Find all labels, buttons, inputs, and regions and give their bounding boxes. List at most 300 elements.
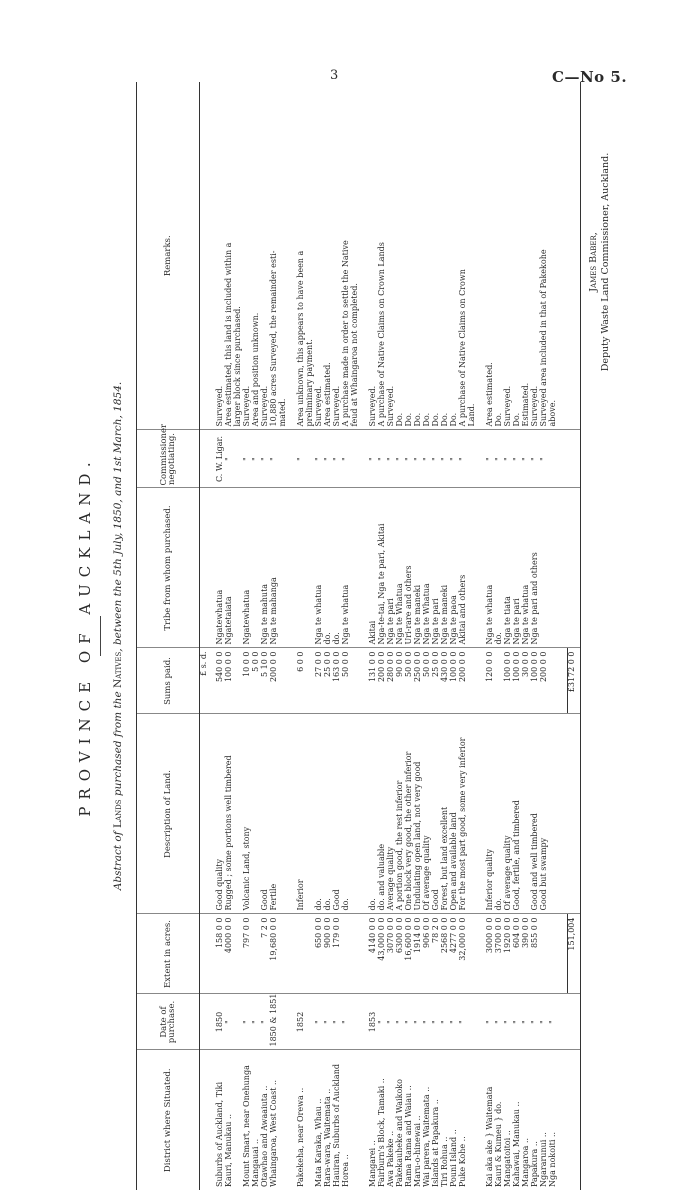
cell-extent: 797 0 0 (243, 914, 252, 994)
cell-sums: 50 0 0 (405, 648, 414, 714)
cell-extent (549, 914, 558, 994)
cell-commissioner (351, 430, 360, 488)
cell-extent: 1914 0 0 (414, 914, 423, 994)
col-header-extent: Extent in acres. (137, 914, 200, 994)
cell-description: Good (432, 714, 441, 914)
table-row (468, 82, 477, 1190)
cell-date: " (540, 994, 549, 1050)
cell-tribe (279, 488, 288, 648)
cell-district: Kauri & Kumeu } do. (494, 1101, 503, 1187)
cell-tribe: do. (495, 488, 504, 648)
cell-description (279, 714, 288, 914)
cell-commissioner: " (432, 430, 441, 488)
cell-remarks: Do. (414, 82, 423, 430)
cell-remarks: preliminary payment. (306, 82, 315, 430)
cell-date: " (396, 994, 405, 1050)
cell-tribe: Nga te whatua (342, 488, 351, 648)
cell-extent (279, 914, 288, 994)
cell-remarks: Do. (513, 82, 522, 430)
cell-date: " (513, 994, 522, 1050)
cell-sums: 6 0 0 (297, 648, 306, 714)
cell-tribe: Ngatewhatua (216, 488, 225, 648)
cell-district: Tiri Rohua .. (440, 1136, 449, 1187)
cell-district: Pakekeha, near Orewa .. (296, 1087, 305, 1187)
signature-title: Deputy Waste Land Commissioner, Auckland. (599, 152, 611, 372)
cell-tribe: Nga te pari (387, 488, 396, 648)
cell-sums: 540 0 0 (216, 648, 225, 714)
cell-description: Average quality (387, 714, 396, 914)
cell-tribe: Nga te tiata (504, 488, 513, 648)
total-empty-cell (568, 1050, 581, 1190)
cell-sums: 50 0 0 (423, 648, 432, 714)
cell-district: Papakura .. (530, 1141, 539, 1187)
total-empty-cell (568, 82, 581, 430)
cell-remarks: Surveyed. (531, 82, 540, 430)
cell-remarks: A purchase of Native Claims on Crown (459, 82, 468, 430)
currency-row (200, 82, 217, 1190)
table-row (270, 82, 279, 1190)
cell-description: One block very good, the other inferior (405, 714, 414, 914)
cell-tribe: do. (324, 488, 333, 648)
cell-district: Kahawai, Manukau .. (512, 1101, 521, 1187)
cell-description: Inferior quality (486, 714, 495, 914)
cell-remarks: Surveyed. (243, 82, 252, 430)
cell-commissioner: " (405, 430, 414, 488)
rotated-table-page (70, 82, 680, 1190)
cell-tribe: Akitai (369, 488, 378, 648)
page-number: 3 (330, 68, 339, 83)
cell-date: " (531, 994, 540, 1050)
cell-extent (297, 914, 306, 994)
cell-description: Rugged ; some portions well timbered (225, 714, 234, 914)
subtitle-natives: Natives (112, 651, 124, 688)
cell-tribe: Nga te paoa (450, 488, 459, 648)
cell-date: " (450, 994, 459, 1050)
subtitle-suffix: , between the 5th July, 1850, and 1st March, 1854. (112, 381, 124, 652)
cell-description (306, 714, 315, 914)
cell-date: " (495, 994, 504, 1050)
cell-extent: 650 0 0 (315, 914, 324, 994)
cell-commissioner (279, 430, 288, 488)
cell-extent (342, 914, 351, 994)
cell-remarks: Surveyed. (315, 82, 324, 430)
cell-description: Good (261, 714, 270, 914)
cell-remarks: Do. (441, 82, 450, 430)
cell-description (468, 714, 477, 914)
cell-description: Inferior (297, 714, 306, 914)
cell-description: Good (333, 714, 342, 914)
cell-remarks: Area estimated, this land is included within a (225, 82, 234, 430)
cell-date (468, 994, 477, 1050)
cell-remarks: A purchase made in order to settle the Native (342, 82, 351, 430)
cell-extent: 32,000 0 0 (459, 914, 468, 994)
cell-date: " (414, 994, 423, 1050)
cell-tribe: Nga te whatua (486, 488, 495, 648)
cell-remarks: feud at Whaingaroa not completed. (351, 82, 360, 430)
cell-extent: 906 0 0 (423, 914, 432, 994)
cell-remarks: A purchase of Native Claims on Crown Lands (378, 82, 387, 430)
cell-remarks: Surveyed. (504, 82, 513, 430)
cell-extent: 7 2 0 (261, 914, 270, 994)
cell-commissioner: " (522, 430, 531, 488)
cell-sums: 50 0 0 (342, 648, 351, 714)
page-title: PROVINCE OF AUCKLAND. (76, 455, 94, 817)
cell-tribe: do. (333, 488, 342, 648)
cell-extent: 4000 0 0 (225, 914, 234, 994)
page-subtitle (112, 82, 124, 1190)
cell-district: Mangauai .. (251, 1138, 260, 1187)
cell-sums: 200 0 0 (270, 648, 279, 714)
table-row (297, 82, 306, 1190)
cell-remarks: Surveyed. (216, 82, 225, 430)
cell-date: " (486, 994, 495, 1050)
table-body (200, 82, 581, 1190)
cell-remarks: Surveyed. (369, 82, 378, 430)
cell-commissioner: " (414, 430, 423, 488)
cell-district: Kauri, Manukau .. (224, 1113, 233, 1187)
cell-tribe (468, 488, 477, 648)
cell-extent: 4277 0 0 (450, 914, 459, 994)
cell-tribe: Ngatetaiata (225, 488, 234, 648)
cell-extent: 3070 0 0 (387, 914, 396, 994)
table-header-row (137, 82, 200, 1190)
cell-description: Of average quality (504, 714, 513, 914)
cell-commissioner: C. W. Ligar. (216, 430, 225, 488)
cell-remarks: above. (549, 82, 558, 430)
cell-description: do. and valuable (378, 714, 387, 914)
cell-description: Fertile (270, 714, 279, 914)
cell-date: " (423, 994, 432, 1050)
cell-district: Rara-wara, Waitemata .. (323, 1088, 332, 1187)
cell-extent: 43,000 0 0 (378, 914, 387, 994)
cell-commissioner: " (450, 430, 459, 488)
cell-commissioner: " (369, 430, 378, 488)
cell-commissioner: " (378, 430, 387, 488)
table-row (279, 82, 288, 1190)
cell-commissioner: " (396, 430, 405, 488)
cell-district: Puke Kohe .. (458, 1136, 467, 1187)
cell-sums: 430 0 0 (441, 648, 450, 714)
cell-description: Undulating open land, not very good (414, 714, 423, 914)
cell-tribe: Nga te mahanga (270, 488, 279, 648)
cell-extent: 4140 0 0 (369, 914, 378, 994)
signature-block (588, 82, 612, 442)
cell-district: Islands at Papakura .. (431, 1099, 440, 1187)
cell-tribe: Nga te Whatua (396, 488, 405, 648)
cell-district: Pakekauheke and Waikoko (395, 1079, 404, 1187)
cell-description: Forest, but land excellent (441, 714, 450, 914)
cell-commissioner: " (261, 430, 270, 488)
table-row (351, 82, 360, 1190)
cell-commissioner: " (459, 430, 468, 488)
cell-tribe: Nga te maneki (414, 488, 423, 648)
cell-extent (540, 914, 549, 994)
cell-date: " (549, 994, 558, 1050)
lands-table (136, 82, 581, 1190)
cell-commissioner: " (495, 430, 504, 488)
cell-sums (549, 648, 558, 714)
cell-sums: 27 0 0 (315, 648, 324, 714)
cell-commissioner: " (324, 430, 333, 488)
cell-district: Rama Rama and Waiau .. (404, 1085, 413, 1187)
cell-description (549, 714, 558, 914)
cell-description: do. (495, 714, 504, 914)
cell-tribe: Akitai and others (459, 488, 468, 648)
cell-commissioner: " (315, 430, 324, 488)
currency-units: £ s. d. (200, 648, 217, 714)
cell-description: A portion good, the rest inferior (396, 714, 405, 914)
cell-sums: 100 0 0 (531, 648, 540, 714)
cell-description: Volcanic Land, stony (243, 714, 252, 914)
cell-date: 1852 (297, 994, 306, 1050)
cell-commissioner: " (504, 430, 513, 488)
table-row (225, 82, 234, 1190)
cell-description (351, 714, 360, 914)
cell-date: 1850 & 1851 (270, 994, 279, 1050)
cell-commissioner (468, 430, 477, 488)
cell-remarks: Area unknown, this appears to have been a (297, 82, 306, 430)
cell-extent: 78 2 0 (432, 914, 441, 994)
cell-tribe: Nga te mahuta (261, 488, 270, 648)
cell-date: " (261, 994, 270, 1050)
cell-date: " (225, 994, 234, 1050)
cell-extent: 390 0 0 (522, 914, 531, 994)
cell-sums: 120 0 0 (486, 648, 495, 714)
cell-district: Pouni Island .. (449, 1129, 458, 1187)
cell-remarks: Land. (468, 82, 477, 430)
cell-commissioner: " (486, 430, 495, 488)
cell-sums: 10 0 0 (243, 648, 252, 714)
cell-remarks: Do. (495, 82, 504, 430)
cell-district: Maru-o-hinewai .. (413, 1115, 422, 1187)
cell-date: 1853 (369, 994, 378, 1050)
cell-district: Mangarei .. (368, 1140, 377, 1187)
cell-tribe: Nga te pari and others (531, 488, 540, 648)
total-empty-cell (568, 430, 581, 488)
cell-date: " (315, 994, 324, 1050)
cell-description: Good quality (216, 714, 225, 914)
cell-district: Mata Karaka, Whau .. (314, 1098, 323, 1187)
total-empty-cell (568, 994, 581, 1050)
cell-district: Mangaroa .. (521, 1137, 530, 1187)
cell-tribe (297, 488, 306, 648)
cell-extent: 2568 0 0 (441, 914, 450, 994)
cell-date: " (324, 994, 333, 1050)
table-row (459, 82, 468, 1190)
cell-tribe: Uri-rare and others (405, 488, 414, 648)
cell-district: Fairburn's Block, Tamaki .. (377, 1078, 386, 1187)
cell-remarks: Do. (405, 82, 414, 430)
cell-district: Mangatoitoi .. (503, 1130, 512, 1187)
cell-description: Good and well timbered (531, 714, 540, 914)
cell-sums: 200 0 0 (459, 648, 468, 714)
total-empty-cell (568, 488, 581, 648)
cell-sums: 100 0 0 (504, 648, 513, 714)
cell-date: " (405, 994, 414, 1050)
cell-district: Whaingaroa, West Coast .. (269, 1079, 278, 1187)
cell-sums (279, 648, 288, 714)
col-header-sums: Sums paid. (137, 648, 200, 714)
cell-sums: 5 0 0 (252, 648, 261, 714)
cell-description (252, 714, 261, 914)
document-code: C—No 5. (552, 68, 628, 86)
cell-sums: 200 0 0 (540, 648, 549, 714)
cell-remarks: mated. (279, 82, 288, 430)
cell-date: " (432, 994, 441, 1050)
cell-remarks: Surveyed. (387, 82, 396, 430)
cell-sums: 163 0 0 (333, 648, 342, 714)
cell-date: " (333, 994, 342, 1050)
cell-remarks: Surveyed area included in that of Pakekohe (540, 82, 549, 430)
cell-date: " (342, 994, 351, 1050)
cell-district: Kai aka ake } Waitemata (485, 1086, 494, 1187)
col-header-district: District where Situated. (137, 1050, 200, 1190)
cell-tribe: Nga te maneki (441, 488, 450, 648)
col-header-remarks: Remarks. (137, 82, 200, 430)
cell-extent: 604 0 0 (513, 914, 522, 994)
cell-sums: 100 0 0 (450, 648, 459, 714)
cell-sums: 5 10 0 (261, 648, 270, 714)
cell-description: do. (369, 714, 378, 914)
cell-remarks: Do. (396, 82, 405, 430)
cell-extent: 900 0 0 (324, 914, 333, 994)
col-header-description: Description of Land. (137, 714, 200, 914)
cell-commissioner: " (387, 430, 396, 488)
cell-tribe: Nga te whatua (315, 488, 324, 648)
cell-commissioner: " (297, 430, 306, 488)
cell-extent: 3700 0 0 (495, 914, 504, 994)
col-header-commissioner: Commissioner negotiating. (137, 430, 200, 488)
cell-date: 1850 (216, 994, 225, 1050)
cell-date: " (441, 994, 450, 1050)
cell-sums: 25 0 0 (324, 648, 333, 714)
cell-date (279, 994, 288, 1050)
cell-description: Good, fertile, and timbered (513, 714, 522, 914)
cell-district: Otawhao and Awaaiuta .. (260, 1085, 269, 1187)
cell-remarks: Estimated. (522, 82, 531, 430)
cell-district: Horea .. (341, 1154, 350, 1187)
cell-extent: 1920 0 0 (504, 914, 513, 994)
totals-row (568, 82, 581, 1190)
cell-remarks: Do. (432, 82, 441, 430)
cell-commissioner: " (540, 430, 549, 488)
cell-commissioner: " (252, 430, 261, 488)
cell-sums: 100 0 0 (513, 648, 522, 714)
cell-commissioner: " (441, 430, 450, 488)
cell-extent: 158 0 0 (216, 914, 225, 994)
cell-commissioner: " (270, 430, 279, 488)
cell-commissioner (549, 430, 558, 488)
cell-remarks: 10,880 acres Surveyed, the remainder esti- (270, 82, 279, 430)
cell-extent (351, 914, 360, 994)
cell-tribe: Ngatewhatua (243, 488, 252, 648)
cell-sums: 131 0 0 (369, 648, 378, 714)
cell-extent: 179 0 0 (333, 914, 342, 994)
cell-district (468, 1050, 477, 1190)
cell-sums (351, 648, 360, 714)
cell-extent: 855 0 0 (531, 914, 540, 994)
subtitle-mid: purchased from the (112, 691, 124, 797)
cell-sums (468, 648, 477, 714)
cell-remarks: Area and position unknown. (252, 82, 261, 430)
cell-remarks: Surveyed. (261, 82, 270, 430)
cell-district: Mount Smart, near Onehunga (242, 1065, 251, 1187)
cell-commissioner: " (423, 430, 432, 488)
cell-district: Wai parera, Waitemata .. (422, 1086, 431, 1187)
total-sums: £3172 0 0 (568, 648, 581, 714)
cell-tribe (351, 488, 360, 648)
total-extent: 151,004 (568, 914, 581, 994)
cell-sums: 280 0 0 (387, 648, 396, 714)
cell-sums: 100 0 0 (225, 648, 234, 714)
cell-tribe: Nga te Whatua (423, 488, 432, 648)
cell-date: " (387, 994, 396, 1050)
cell-date: " (504, 994, 513, 1050)
title-rule (100, 616, 101, 656)
cell-date: " (378, 994, 387, 1050)
cell-date: " (243, 994, 252, 1050)
cell-sums: 90 0 0 (396, 648, 405, 714)
cell-commissioner: " (513, 430, 522, 488)
cell-sums: 25 0 0 (432, 648, 441, 714)
cell-description: do. (342, 714, 351, 914)
subtitle-prefix: Abstract of (112, 831, 124, 891)
cell-description: Good but swampy (540, 714, 549, 914)
group-spacer (558, 82, 568, 1190)
cell-district: Nga nokoiti .. (548, 1131, 557, 1187)
cell-tribe: Nga te whatua (522, 488, 531, 648)
cell-district (351, 1050, 360, 1190)
cell-district (279, 1050, 288, 1190)
cell-extent: 3000 0 0 (486, 914, 495, 994)
cell-date: " (252, 994, 261, 1050)
cell-remarks: Do. (423, 82, 432, 430)
col-header-tribe: Tribe from whom purchased. (137, 488, 200, 648)
cell-commissioner: " (225, 430, 234, 488)
cell-commissioner: " (243, 430, 252, 488)
cell-remarks: Area estimated. (324, 82, 333, 430)
cell-commissioner: " (333, 430, 342, 488)
cell-sums: 200 0 0 (378, 648, 387, 714)
cell-sums: 30 0 0 (522, 648, 531, 714)
total-empty-cell (568, 714, 581, 914)
cell-remarks: Do. (450, 82, 459, 430)
cell-date (351, 994, 360, 1050)
cell-tribe: Nga te pari (432, 488, 441, 648)
cell-extent: 6300 0 0 (396, 914, 405, 994)
cell-date: " (522, 994, 531, 1050)
cell-description: do. (324, 714, 333, 914)
cell-district: Hauiran, Suburbs of Auckland (332, 1064, 341, 1187)
cell-commissioner: " (342, 430, 351, 488)
cell-tribe: Nga te pari (513, 488, 522, 648)
cell-tribe (549, 488, 558, 648)
cell-tribe: Nga-te-tai, Nga te pari, Akitai (378, 488, 387, 648)
cell-commissioner: " (531, 430, 540, 488)
cell-tribe (540, 488, 549, 648)
subtitle-lands: Lands (112, 799, 124, 829)
cell-district: Suburbs of Auckland, Tiki (215, 1081, 224, 1187)
signature-name: James Baber, (588, 232, 599, 292)
cell-date: " (459, 994, 468, 1050)
cell-district: Ngararunui .. (539, 1132, 548, 1187)
cell-extent: 19,680 0 0 (270, 914, 279, 994)
table-row (342, 82, 351, 1190)
cell-remarks: Area estimated. (486, 82, 495, 430)
cell-remarks: Surveyed. (333, 82, 342, 430)
cell-remarks: larger block since purchased. (234, 82, 243, 430)
cell-sums: 250 0 0 (414, 648, 423, 714)
